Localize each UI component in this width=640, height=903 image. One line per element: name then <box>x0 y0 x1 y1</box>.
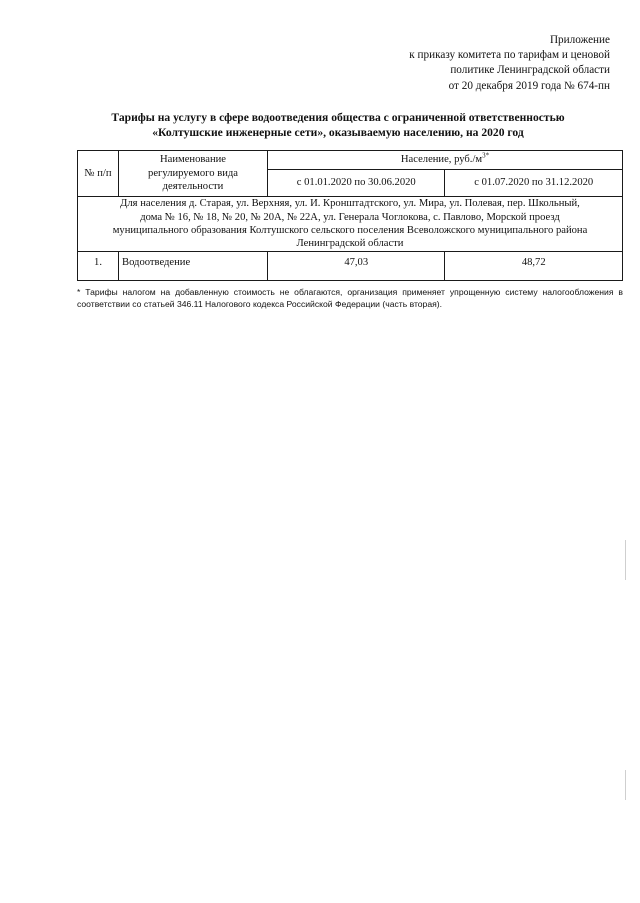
title-line-1: Тарифы на услугу в сфере водоотведения общества с ограниченной ответственностью <box>111 111 565 124</box>
group-line-3: муниципального образования Колтушского сельского поселения Всеволожского муниципального района <box>112 225 588 236</box>
appendix-line-3: политике Ленинградской области <box>450 64 610 77</box>
row-num: 1. <box>78 252 119 281</box>
footnote: * Тарифы налогом на добавленную стоимость не облагаются, организация применяет упрощенную систему налогообложения в соответствии со статьей 346.11 Налогового кодекса Российской Федерации (часть вторая). <box>77 287 623 310</box>
header-name <box>119 151 268 197</box>
header-name-line-3: деятельности <box>162 181 224 193</box>
appendix-header <box>350 33 610 94</box>
group-line-4: Ленинградской области <box>296 238 404 250</box>
header-population-sup: 3* <box>482 151 490 160</box>
scan-artifact-line-lower <box>625 770 626 800</box>
header-period-1: с 01.01.2020 по 30.06.2020 <box>268 170 445 197</box>
table-group-row <box>78 197 623 252</box>
table-header-row <box>78 151 623 170</box>
appendix-line-4: от 20 декабря 2019 года № 674-пн <box>448 79 610 92</box>
header-population <box>268 151 623 170</box>
header-name-line-1: Наименование <box>160 154 226 166</box>
title-line-2: «Колтушские инженерные сети», оказываемую населению, на 2020 год <box>152 126 524 140</box>
header-period-2: с 01.07.2020 по 31.12.2020 <box>445 170 623 197</box>
tariff-table <box>77 150 623 281</box>
document-title <box>58 110 618 141</box>
row-name: Водоотведение <box>119 252 268 281</box>
scan-artifact-line <box>625 540 626 580</box>
group-line-1: Для населения д. Старая, ул. Верхняя, ул. И. Кронштадтского, ул. Мира, ул. Полевая, пер. Школьный, <box>120 198 580 210</box>
row-value-period-1: 47,03 <box>268 252 445 281</box>
appendix-line-2: к приказу комитета по тарифам и ценовой <box>409 49 610 62</box>
row-value-period-2: 48,72 <box>445 252 623 281</box>
appendix-line-1: Приложение <box>549 34 610 46</box>
header-num: № п/п <box>78 151 119 197</box>
header-population-label: Население, руб./м <box>400 154 483 166</box>
group-description <box>78 197 623 252</box>
table-row <box>78 252 623 281</box>
group-line-2: дома № 16, № 18, № 20, № 20А, № 22А, ул. Генерала Чоглокова, с. Павлово, Морской проезд <box>140 211 560 223</box>
header-name-line-2: регулируемого вида <box>148 167 238 179</box>
